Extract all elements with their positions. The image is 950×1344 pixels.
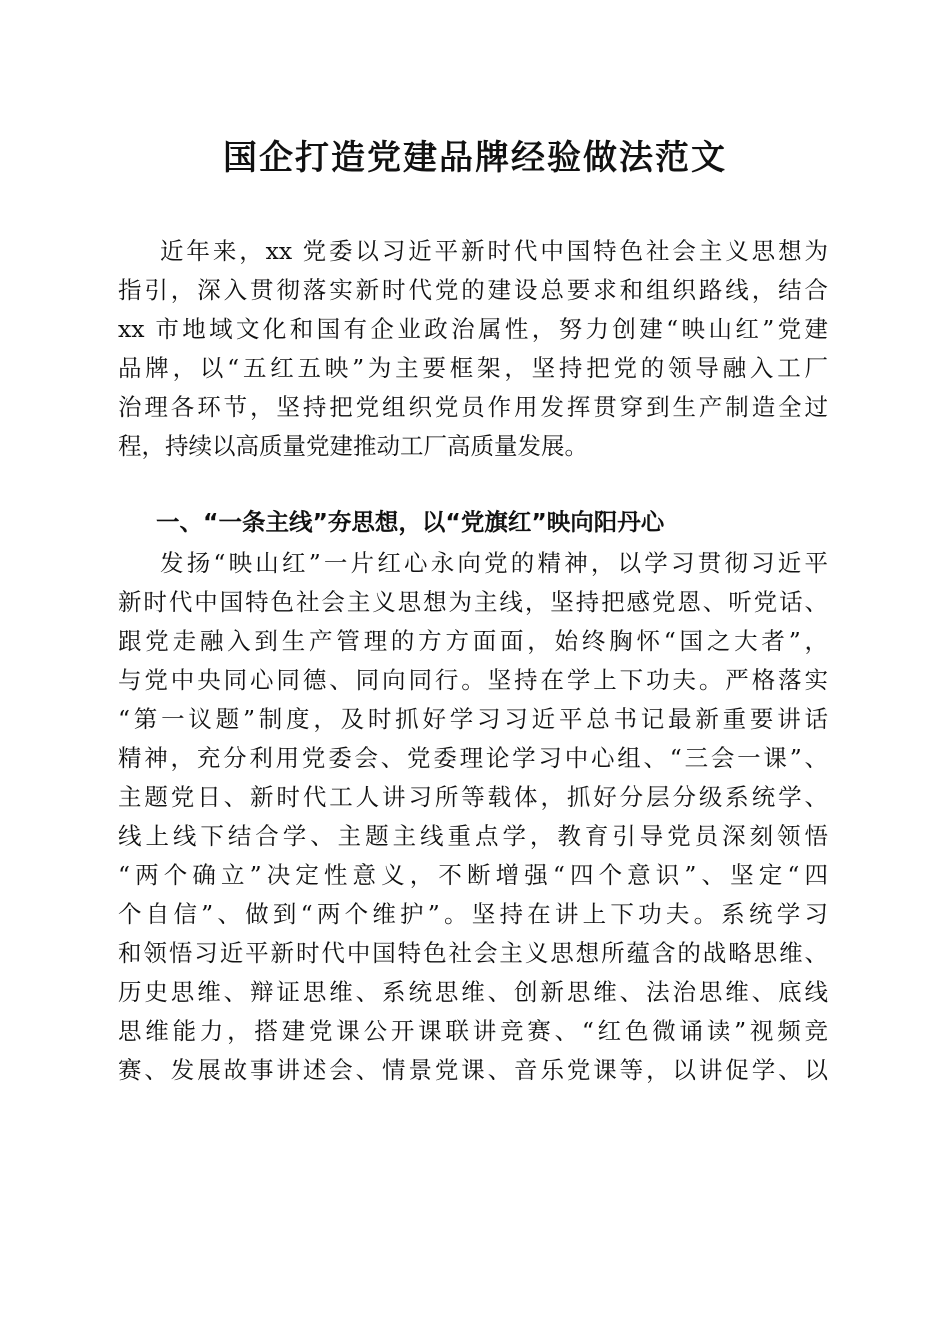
paragraph-line: 程，持续以高质量党建推动工厂高质量发展。: [118, 432, 588, 460]
document-title: 国企打造党建品牌经验做法范文: [223, 138, 727, 178]
section-paragraph: [118, 544, 828, 1090]
paragraph-line: 个自信”、做到“两个维护”。坚持在讲上下功夫。系统学习: [118, 900, 828, 928]
paragraph-line: 跟党走融入到生产管理的方方面面，始终胸怀“国之大者”，: [118, 627, 828, 655]
paragraph-line: 历史思维、辩证思维、系统思维、创新思维、法治思维、底线: [118, 978, 828, 1006]
intro-paragraph: [118, 232, 828, 466]
section-heading: 一、“一条主线”夯思想，以“党旗红”映向阳丹心: [156, 508, 665, 536]
paragraph-line: 指引，深入贯彻落实新时代党的建设总要求和组织路线，结合: [118, 276, 828, 304]
paragraph-line: 精神，充分利用党委会、党委理论学习中心组、“三会一课”、: [118, 744, 828, 772]
paragraph-line: “第一议题”制度，及时抓好学习习近平总书记最新重要讲话: [118, 705, 828, 733]
paragraph-line: 赛、发展故事讲述会、情景党课、音乐党课等，以讲促学、以: [118, 1056, 828, 1084]
paragraph-line: 思维能力，搭建党课公开课联讲竞赛、“红色微诵读”视频竞: [118, 1017, 828, 1045]
paragraph-line: 主题党日、新时代工人讲习所等载体，抓好分层分级系统学、: [118, 783, 828, 811]
paragraph-line: 发扬“映山红”一片红心永向党的精神，以学习贯彻习近平: [160, 549, 828, 577]
paragraph-line: 近年来，xx 党委以习近平新时代中国特色社会主义思想为: [160, 237, 828, 265]
section-heading-block: [118, 503, 828, 542]
paragraph-line: 新时代中国特色社会主义思想为主线，坚持把感党恩、听党话、: [118, 588, 828, 616]
paragraph-line: 和领悟习近平新时代中国特色社会主义思想所蕴含的战略思维、: [118, 939, 828, 967]
paragraph-line: “两个确立”决定性意义，不断增强“四个意识”、坚定“四: [118, 861, 828, 889]
paragraph-line: 品牌，以“五红五映”为主要框架，坚持把党的领导融入工厂: [118, 354, 828, 382]
paragraph-line: 治理各环节，坚持把党组织党员作用发挥贯穿到生产制造全过: [118, 393, 828, 421]
paragraph-line: xx 市地域文化和国有企业政治属性，努力创建“映山红”党建: [118, 315, 828, 343]
paragraph-line: 线上线下结合学、主题主线重点学，教育引导党员深刻领悟: [118, 822, 828, 850]
paragraph-line: 与党中央同心同德、同向同行。坚持在学上下功夫。严格落实: [118, 666, 828, 694]
